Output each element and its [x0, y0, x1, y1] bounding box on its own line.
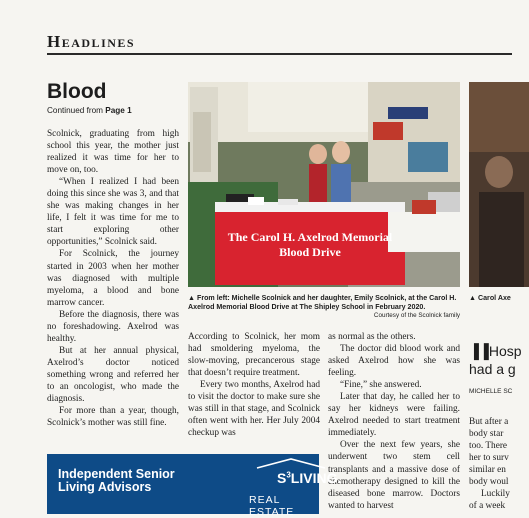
side-line: But after a	[469, 417, 509, 427]
side-byline: MICHELLE SC	[469, 388, 513, 395]
continued-prefix: Continued from	[47, 106, 106, 115]
continued-page: Page 1	[105, 106, 132, 115]
continued-from	[47, 106, 132, 115]
photo-caption: ▲ From left: Michelle Scolnick and her daughter, Emily Scolnick, at the Carol H. Axelrod Memorial Blood Drive at The Shipley School in February 2020.	[188, 294, 457, 311]
advertisement[interactable]	[47, 454, 342, 518]
section-rule	[47, 53, 512, 55]
side-headline-line-1: ▐▐Hosp	[469, 343, 522, 359]
side-line: of a week	[469, 501, 506, 512]
tablecloth-banner: The Carol H. Axelrod Memorial Blood Drive	[227, 230, 393, 259]
paragraph: “When I realized I had been doing this since she was 3, and that she was making changes in her life, I felt it was time for me to start exploring other opportunities,” Scolnick said.	[47, 177, 179, 248]
article-column-3	[328, 331, 460, 512]
paragraph: Every two months, Axelrod had to visit the doctor to make sure she was still in that stage, and Scolnick often went with her. Her July 2004 checkup was	[188, 380, 320, 439]
article-column-2	[188, 331, 320, 439]
paragraph: But at her annual physical, Axelrod’s doctor noticed something wrong and referred her to an oncologist, who made the diagnosis.	[47, 345, 179, 405]
paragraph: For Scolnick, the journey started in 2003 when her mother was diagnosed with multiple myeloma, a blood and bone marrow cancer.	[47, 249, 179, 308]
side-photo-illustration	[469, 82, 529, 287]
side-photo-caption: ▲ Carol Axe	[469, 294, 511, 302]
article-headline: Blood	[47, 80, 107, 103]
article-column-1	[47, 128, 179, 429]
paragraph: Over the next few years, she underwent two stem cell transplants and a massive dose of chemotherapy designed to kill the diseased bone marrow. Doctors wanted to harvest	[328, 440, 460, 511]
house-roof-icon	[247, 458, 335, 468]
paragraph: According to Scolnick, her mom had smoldering myeloma, the slow-moving, precancerous stage that doesn’t require treatment.	[188, 332, 320, 379]
side-line: similar en	[469, 465, 506, 476]
ad-title-line-2: Living Advisors	[58, 480, 152, 494]
paragraph: Scolnick, graduating from high school this year, the mother just realized it was time for her to move on, too.	[47, 129, 179, 176]
blood-drive-photo	[188, 82, 460, 287]
ad-logo-s: S	[277, 470, 287, 486]
ad-subtitle: REAL ESTATE	[249, 494, 295, 518]
side-article-column	[469, 416, 529, 512]
side-headline-line-2: had a g	[469, 361, 516, 377]
ad-title	[58, 468, 175, 494]
ad-logo-main: LIVING.	[290, 470, 342, 486]
side-line: too. There	[469, 441, 508, 452]
side-line: body star	[469, 429, 504, 440]
side-photo	[469, 82, 529, 287]
photo-credit: Courtesy of the Scolnick family	[373, 312, 460, 319]
paragraph: “Fine,” she answered.	[340, 380, 422, 391]
ad-logo	[277, 470, 341, 486]
side-line: body woul	[469, 477, 509, 488]
side-line: her to surv	[469, 453, 509, 464]
paragraph: Later that day, he called her to say her kidneys were failing. Axelrod needed to start treatment immediately.	[328, 392, 460, 439]
paragraph: as normal as the others.	[328, 332, 416, 342]
side-headline	[469, 342, 522, 378]
ad-title-line-1: Independent Senior	[58, 467, 175, 481]
paragraph: The doctor did blood work and asked Axelrod how she was feeling.	[328, 344, 460, 379]
paragraph: For more than a year, though, Scolnick’s mother was still fine.	[47, 406, 179, 429]
ad-logo-exp: 3	[286, 470, 291, 480]
section-heading: Headlines	[47, 32, 136, 51]
side-line: Luckily	[481, 489, 510, 500]
paragraph: Before the diagnosis, there was no foreshadowing. Axelrod was healthy.	[47, 309, 179, 344]
